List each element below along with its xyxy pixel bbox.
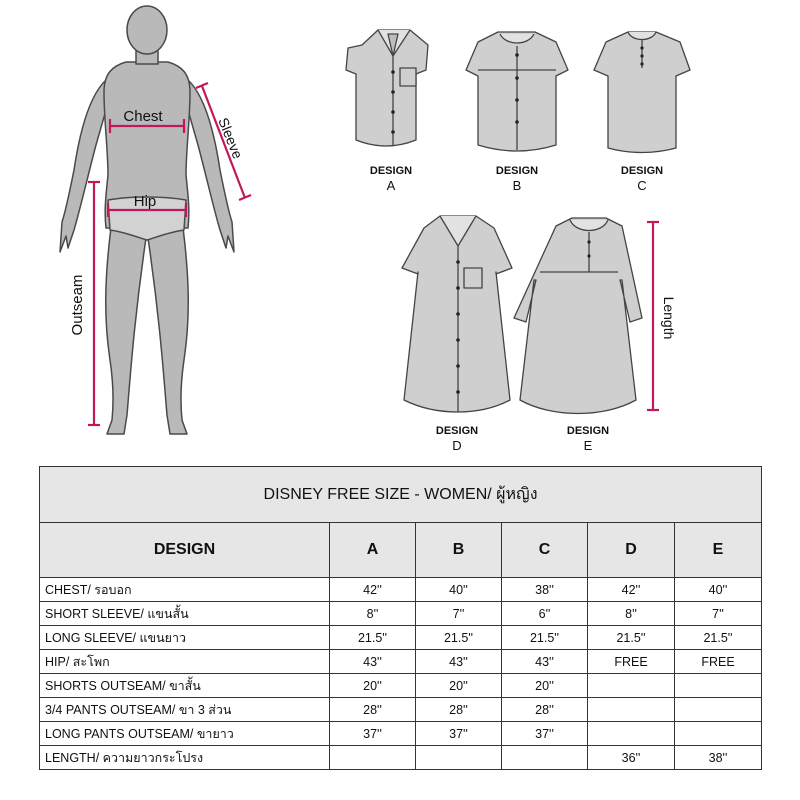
table-cell: FREE	[675, 650, 762, 674]
table-cell: 38''	[675, 746, 762, 770]
column-header-b: B	[416, 523, 502, 578]
row-label: CHEST/ รอบอก	[40, 578, 330, 602]
table-cell	[588, 674, 675, 698]
body-measurement-figure	[60, 6, 234, 434]
table-cell: 8''	[330, 602, 416, 626]
design-c-caption: DESIGN	[620, 165, 664, 177]
design-d-letter: D	[452, 438, 462, 453]
table-cell: 21.5''	[502, 626, 588, 650]
table-cell: 20''	[330, 674, 416, 698]
table-row	[40, 746, 762, 770]
design-a-caption: DESIGN	[369, 165, 413, 177]
table-cell: 42''	[330, 578, 416, 602]
design-d-caption: DESIGN	[435, 425, 479, 437]
row-label: SHORTS OUTSEAM/ ขาสั้น	[40, 674, 330, 698]
table-row	[40, 626, 762, 650]
table-cell	[416, 746, 502, 770]
table-cell: 37''	[416, 722, 502, 746]
design-e-letter: E	[583, 438, 593, 453]
design-d-illustration	[402, 216, 512, 412]
column-header-d: D	[588, 523, 675, 578]
design-a-illustration	[346, 30, 428, 146]
table-cell: 28''	[416, 698, 502, 722]
table-row	[40, 602, 762, 626]
table-cell	[675, 698, 762, 722]
design-e-illustration	[514, 218, 642, 414]
table-cell	[675, 722, 762, 746]
outseam-label: Outseam	[69, 274, 86, 336]
table-cell: 20''	[502, 674, 588, 698]
table-header-row	[40, 523, 762, 578]
design-b-letter: B	[512, 178, 522, 193]
design-b-illustration	[466, 32, 568, 151]
table-row	[40, 698, 762, 722]
table-cell: 40''	[675, 578, 762, 602]
column-header-c: C	[502, 523, 588, 578]
design-e-caption: DESIGN	[566, 425, 610, 437]
row-label: 3/4 PANTS OUTSEAM/ ขา 3 ส่วน	[40, 698, 330, 722]
row-label: HIP/ สะโพก	[40, 650, 330, 674]
table-cell	[330, 746, 416, 770]
row-label: SHORT SLEEVE/ แขนสั้น	[40, 602, 330, 626]
column-header-e: E	[675, 523, 762, 578]
table-cell: 28''	[502, 698, 588, 722]
row-label: LENGTH/ ความยาวกระโปรง	[40, 746, 330, 770]
table-cell: 42''	[588, 578, 675, 602]
table-cell: 8''	[588, 602, 675, 626]
table-cell	[588, 722, 675, 746]
table-cell: 28''	[330, 698, 416, 722]
table-row	[40, 674, 762, 698]
table-cell: FREE	[588, 650, 675, 674]
table-cell: 21.5''	[330, 626, 416, 650]
table-cell: 7''	[416, 602, 502, 626]
table-cell: 38''	[502, 578, 588, 602]
table-title: DISNEY FREE SIZE - WOMEN/ ผู้หญิง	[40, 467, 762, 523]
row-label: LONG PANTS OUTSEAM/ ขายาว	[40, 722, 330, 746]
design-c-illustration	[594, 32, 690, 153]
table-cell	[675, 674, 762, 698]
table-cell	[588, 698, 675, 722]
table-row	[40, 578, 762, 602]
table-cell: 6''	[502, 602, 588, 626]
table-cell: 20''	[416, 674, 502, 698]
table-cell: 37''	[502, 722, 588, 746]
table-cell: 21.5''	[416, 626, 502, 650]
table-cell: 36''	[588, 746, 675, 770]
table-cell: 21.5''	[588, 626, 675, 650]
table-cell: 43''	[330, 650, 416, 674]
table-cell	[502, 746, 588, 770]
chest-label: Chest	[123, 108, 163, 125]
table-cell: 21.5''	[675, 626, 762, 650]
sleeve-label: Sleeve	[215, 115, 247, 161]
row-label: LONG SLEEVE/ แขนยาว	[40, 626, 330, 650]
table-row	[40, 722, 762, 746]
design-column-header: DESIGN	[40, 523, 330, 578]
length-measure-line	[647, 222, 659, 410]
table-cell: 43''	[502, 650, 588, 674]
design-c-letter: C	[637, 178, 647, 193]
table-body	[40, 578, 762, 770]
design-b-caption: DESIGN	[495, 165, 539, 177]
hip-label: Hip	[133, 193, 157, 210]
table-row	[40, 650, 762, 674]
design-a-letter: A	[386, 178, 396, 193]
length-label: Length	[661, 296, 677, 340]
column-header-a: A	[330, 523, 416, 578]
table-cell: 40''	[416, 578, 502, 602]
table-cell: 7''	[675, 602, 762, 626]
table-cell: 43''	[416, 650, 502, 674]
table-cell: 37''	[330, 722, 416, 746]
size-chart-table	[39, 466, 762, 770]
